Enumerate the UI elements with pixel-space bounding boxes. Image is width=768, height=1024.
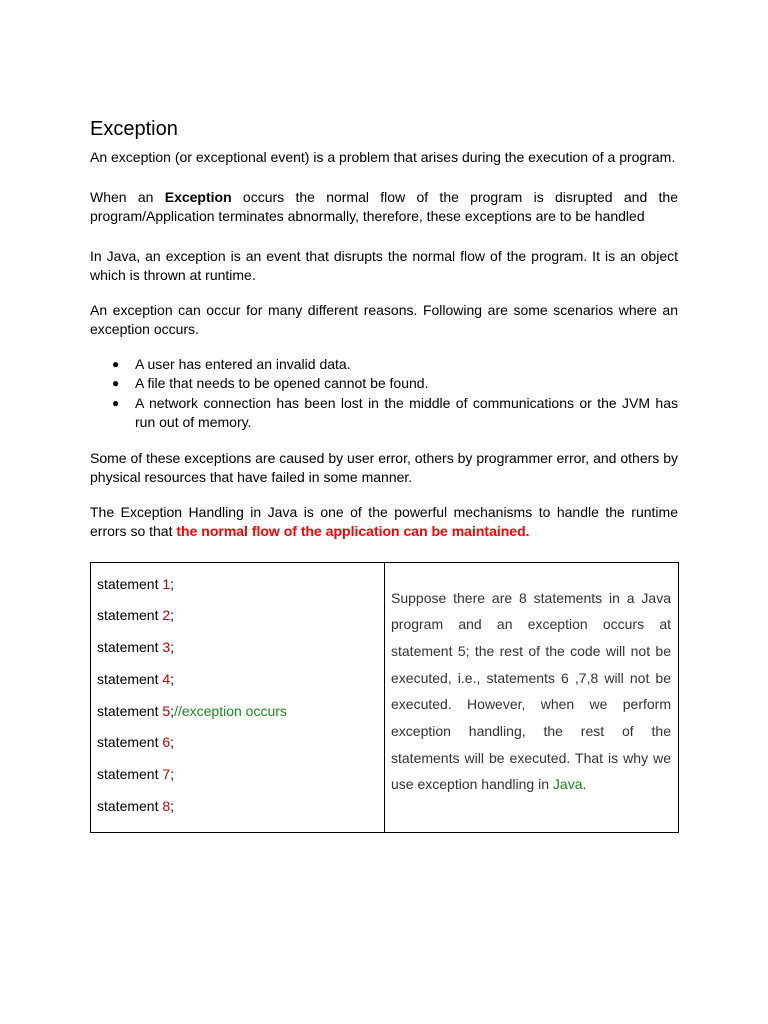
bullet-icon: ●	[112, 356, 120, 371]
paragraph-handling-pre: The Exception Handling in Java is one of the powerful mechanisms to handle the runtime errors so that	[90, 503, 678, 539]
paragraph-flow-bold: Exception	[164, 188, 232, 205]
statement-line: statement 4;	[97, 670, 175, 687]
list-item: ● A network connection has been lost in the middle of communications or the JVM has run out of memory.	[112, 394, 678, 430]
paragraph-flow-post: occurs the normal flow of the program is disrupted and the program/Application terminates abnormally, therefore, these exceptions are to be handled	[90, 188, 678, 224]
document-page	[90, 116, 678, 833]
explanation-cell	[385, 562, 679, 832]
paragraph-causes: Some of these exceptions are caused by user error, others by programmer error, and others by physical resources that have failed in some manner.	[90, 449, 678, 485]
exception-comment: //exception occurs	[174, 702, 287, 719]
paragraph-definition: An exception (or exceptional event) is a problem that arises during the execution of a program.	[90, 149, 676, 165]
paragraph-handling	[90, 503, 678, 542]
statements-cell	[91, 562, 385, 832]
statement-line: statement 8;	[97, 798, 175, 815]
explanation-text: Suppose there are 8 statements in a Java program and an exception occurs at statement 5; the rest of the code will not be executed, i.e., statements 6 ,7,8 will not be executed. However, when we perform exception handling, the rest of the statements will be executed. That is why we use exception handling in Java.	[391, 589, 671, 793]
java-word: Java	[552, 776, 583, 793]
bullet-icon: ●	[112, 376, 120, 390]
statement-list	[91, 563, 384, 829]
statements-table	[90, 562, 679, 833]
page-title: Exception	[90, 118, 178, 140]
list-item: ● A user has entered an invalid data.	[90, 355, 678, 375]
statement-line: statement 2;	[97, 607, 175, 624]
paragraph-flow	[90, 188, 678, 227]
scenario-list	[90, 355, 678, 433]
bullet-icon: ●	[112, 395, 120, 410]
statement-line: statement 5;//exception occurs	[97, 702, 287, 719]
paragraph-reasons: An exception can occur for many different reasons. Following are some scenarios where an exception occurs.	[90, 301, 678, 337]
statement-line: statement 7;	[97, 766, 175, 783]
paragraph-java: In Java, an exception is an event that disrupts the normal flow of the program. It is an object which is thrown at runtime.	[90, 247, 678, 283]
statement-line: statement 1;	[97, 575, 175, 592]
highlighted-text: the normal flow of the application can be maintained.	[176, 523, 530, 539]
list-item: ● A file that needs to be opened cannot be found.	[90, 374, 678, 394]
statement-line: statement 6;	[97, 734, 175, 751]
paragraph-flow-pre: When an	[90, 188, 165, 205]
statement-line: statement 3;	[97, 639, 175, 656]
